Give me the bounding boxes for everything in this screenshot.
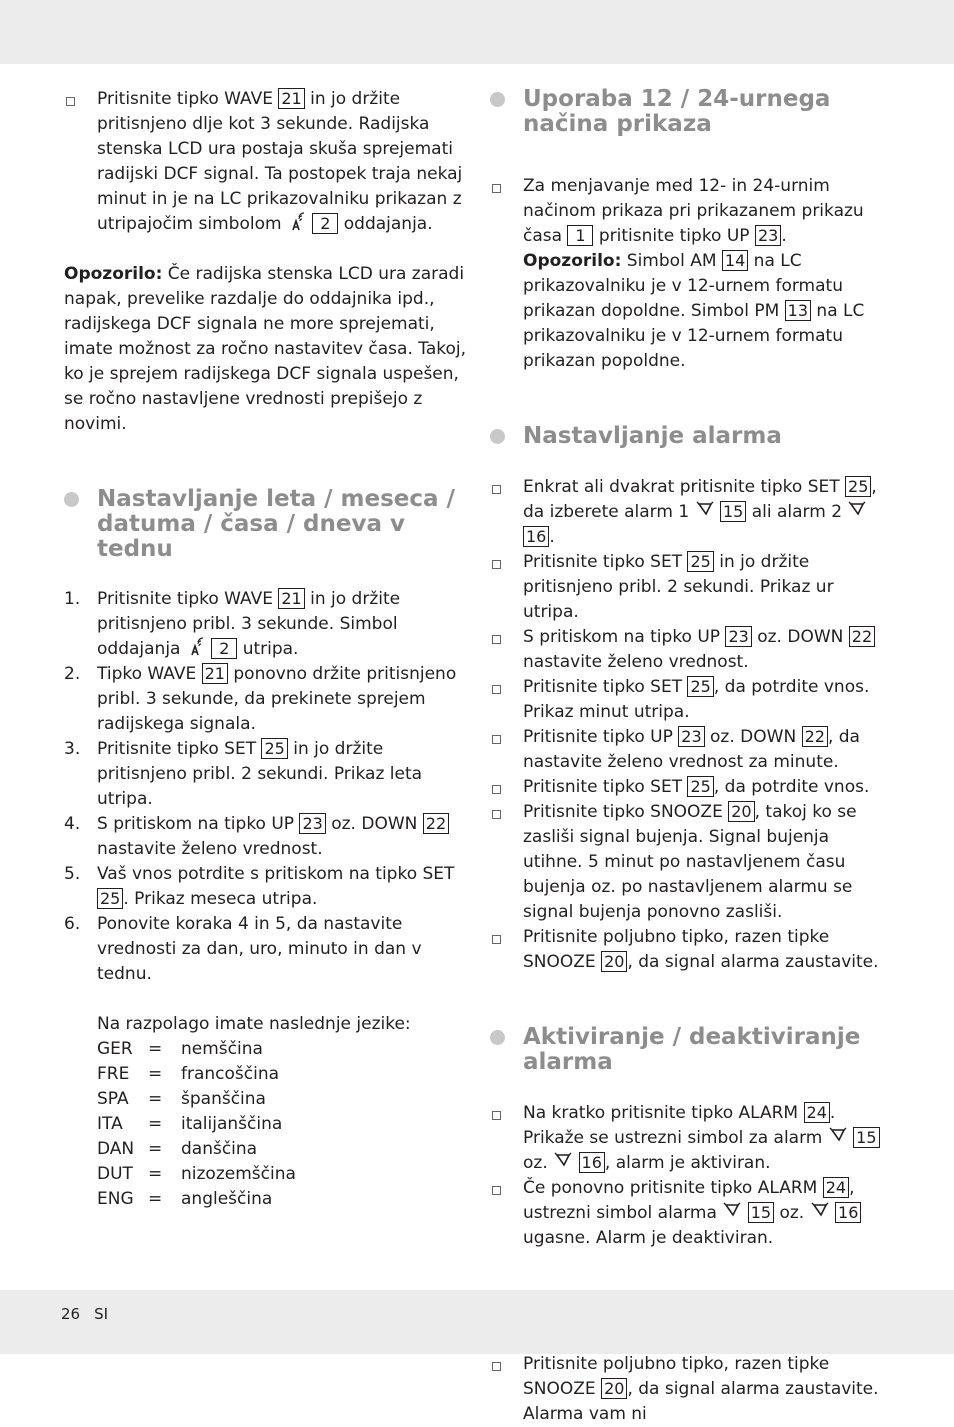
ref-badge: 23 — [299, 813, 325, 834]
ref-badge: 13 — [785, 300, 811, 321]
section-heading: Aktiviranje / deaktiviranje alarma — [490, 1025, 892, 1075]
ref-badge: 1 — [567, 225, 593, 246]
wave-list — [64, 87, 466, 237]
list-item: 1. Pritisnite tipko WAVE 21 in jo držite pritisnjeno pribl. 3 sekunde. Simbol oddajanja 2 utripa. — [64, 589, 401, 659]
list-item: 4. S pritiskom na tipko UP 23 oz. DOWN 22 nastavite želeno vrednost. — [64, 812, 466, 862]
mode-list — [490, 174, 892, 374]
ref-badge: 23 — [725, 626, 751, 647]
list-item: Pritisnite tipko WAVE 21 in jo držite pritisnjeno dlje kot 3 sekunde. Radijska stenska LCD ura postaja skuša sprejemati radijski DCF signal. Ta postopek traja nekaj minut in je na LC prikazovalniku prikazan z utripajočim simbolom 2 oddajanja. — [64, 87, 466, 237]
list-item: Pritisnite poljubno tipko, razen tipke SNOOZE 20 , da signal alarma zaustavite. Alarma vam ni — [490, 1352, 892, 1427]
right-column — [490, 87, 892, 1427]
ref-badge: 20 — [601, 951, 627, 972]
list-item: Na kratko pritisnite tipko ALARM 24 . Prikaže se ustrezni simbol za alarm 15 oz. 16 , alarm je aktiviran. — [490, 1101, 892, 1176]
list-item: Pritisnite tipko SET 25 in jo držite pritisnjeno pribl. 2 sekundi. Prikaz ur utripa. — [490, 550, 892, 625]
list-item: Za menjavanje med 12- in 24-urnim načinom prikaza pri prikazanem prikazu časa 1 pritisnite tipko UP 23 . Opozorilo: Simbol AM 14 na LC prikazovalniku je v 12-urnem formatu prikazan dopoldne. Simbol PM 13 na LC prikazovalniku je v 12-urnem formatu prikazan popoldne. — [490, 174, 892, 374]
ref-badge: 24 — [823, 1177, 849, 1198]
section-heading: Uporaba 12 / 24-urnega načina prikaza — [490, 87, 892, 137]
bell-icon — [847, 500, 867, 520]
bell-icon — [810, 1201, 830, 1221]
ref-badge: 15 — [748, 1202, 774, 1223]
ref-badge: 25 — [845, 476, 871, 497]
list-item: 6. Ponovite koraka 4 in 5, da nastavite vrednosti za dan, uro, minuto in dan v tednu. Na razpolago imate naslednje jezike: — [64, 912, 466, 1037]
bell-icon — [828, 1126, 848, 1146]
lang-intro: Na razpolago imate naslednje jezike: — [97, 1014, 411, 1034]
list-item: Pritisnite poljubno tipko, razen tipke SNOOZE 20 , da signal alarma zaustavite. — [490, 925, 892, 975]
list-item: Če ponovno pritisnite tipko ALARM 24 , ustrezni simbol alarma 15 oz. 16 ugasne. Alarm je deaktiviran. — [490, 1176, 892, 1251]
list-item: 5. Vaš vnos potrdite s pritiskom na tipko SET 25 . Prikaz meseca utripa. — [64, 864, 455, 909]
language-code: SI — [94, 1305, 109, 1323]
ref-badge: 16 — [579, 1152, 605, 1173]
ref-badge: 2 — [312, 213, 338, 234]
activate-list — [490, 1101, 892, 1251]
ref-badge: 22 — [802, 726, 828, 747]
ref-badge: 25 — [97, 888, 123, 909]
ref-badge: 22 — [849, 626, 875, 647]
list-item: Pritisnite tipko UP 23 oz. DOWN 22 , da nastavite želeno vrednost za minute. — [490, 725, 892, 775]
ref-badge: 20 — [601, 1378, 627, 1399]
list-item: 3. Pritisnite tipko SET 25 in jo držite pritisnjeno pribl. 2 sekundi. Prikaz leta utripa. — [64, 739, 423, 809]
bell-icon — [695, 500, 715, 520]
ref-badge: 2 — [211, 638, 237, 659]
list-item: Pritisnite tipko SNOOZE 20 , takoj ko se zasliši signal bujenja. Signal bujenja utihne. 5 minut po nastavljenem času bujenja oz. po nastavljenem alarmu se signal bujenja ponovno zasliši. — [490, 800, 892, 925]
page-footer — [61, 1305, 108, 1323]
footer-band — [0, 1290, 954, 1354]
section-heading: Nastavljanje leta / meseca / datuma / časa / dneva v tednu — [64, 487, 466, 562]
ref-badge: 25 — [261, 738, 287, 759]
page-number: 26 — [61, 1305, 81, 1323]
off-list — [490, 1352, 892, 1427]
ref-badge: 22 — [423, 813, 449, 834]
ref-badge: 21 — [278, 588, 304, 609]
ref-badge: 15 — [720, 501, 746, 522]
ref-badge: 16 — [523, 526, 549, 547]
bell-icon — [553, 1151, 573, 1171]
ref-badge: 14 — [722, 250, 748, 271]
radio-signal-icon — [287, 212, 307, 232]
ref-badge: 21 — [278, 88, 304, 109]
ref-badge: 23 — [755, 225, 781, 246]
list-item: S pritiskom na tipko UP 23 oz. DOWN 22 nastavite želeno vrednost. — [490, 625, 892, 675]
list-item: Pritisnite tipko SET 25 , da potrdite vnos. — [490, 775, 892, 800]
ref-badge: 25 — [687, 551, 713, 572]
list-item: 2. Tipko WAVE 21 ponovno držite pritisnjeno pribl. 3 sekunde, da prekinete sprejem radijskega signala. — [64, 664, 457, 734]
section-heading: Nastavljanje alarma — [490, 424, 892, 449]
ref-badge: 25 — [687, 776, 713, 797]
ref-badge: 15 — [853, 1127, 879, 1148]
left-column — [64, 87, 466, 1212]
ref-badge: 23 — [678, 726, 704, 747]
header-band — [0, 0, 954, 64]
list-item: Enkrat ali dvakrat pritisnite tipko SET 25 , da izberete alarm 1 15 ali alarm 2 16 . — [490, 475, 892, 550]
bell-icon — [722, 1201, 742, 1221]
ref-badge: 20 — [728, 801, 754, 822]
ref-badge: 21 — [202, 663, 228, 684]
steps-list — [64, 587, 466, 1037]
ref-badge: 25 — [687, 676, 713, 697]
note-paragraph: Opozorilo: Če radijska stenska LCD ura zaradi napak, prevelike razdalje do oddajnika ipd., radijskega DCF signala ne more sprejemati, imate možnost za ročno nastavitev časa. Takoj, ko je sprejem radijskega DCF signala uspešen, se ročno nastavljene vrednosti prepišejo z novimi. — [64, 264, 467, 434]
ref-badge: 24 — [804, 1102, 830, 1123]
alarm-list — [490, 475, 892, 975]
radio-signal-icon — [186, 637, 206, 657]
ref-badge: 16 — [835, 1202, 861, 1223]
list-item: Pritisnite tipko SET 25 , da potrdite vnos. Prikaz minut utripa. — [490, 675, 892, 725]
language-table: GER = nemščina FRE = francoščina SPA = španščina ITA = italijanščina DAN = danščina DUT = nizozemščina ENG = angleščina — [97, 1039, 296, 1209]
